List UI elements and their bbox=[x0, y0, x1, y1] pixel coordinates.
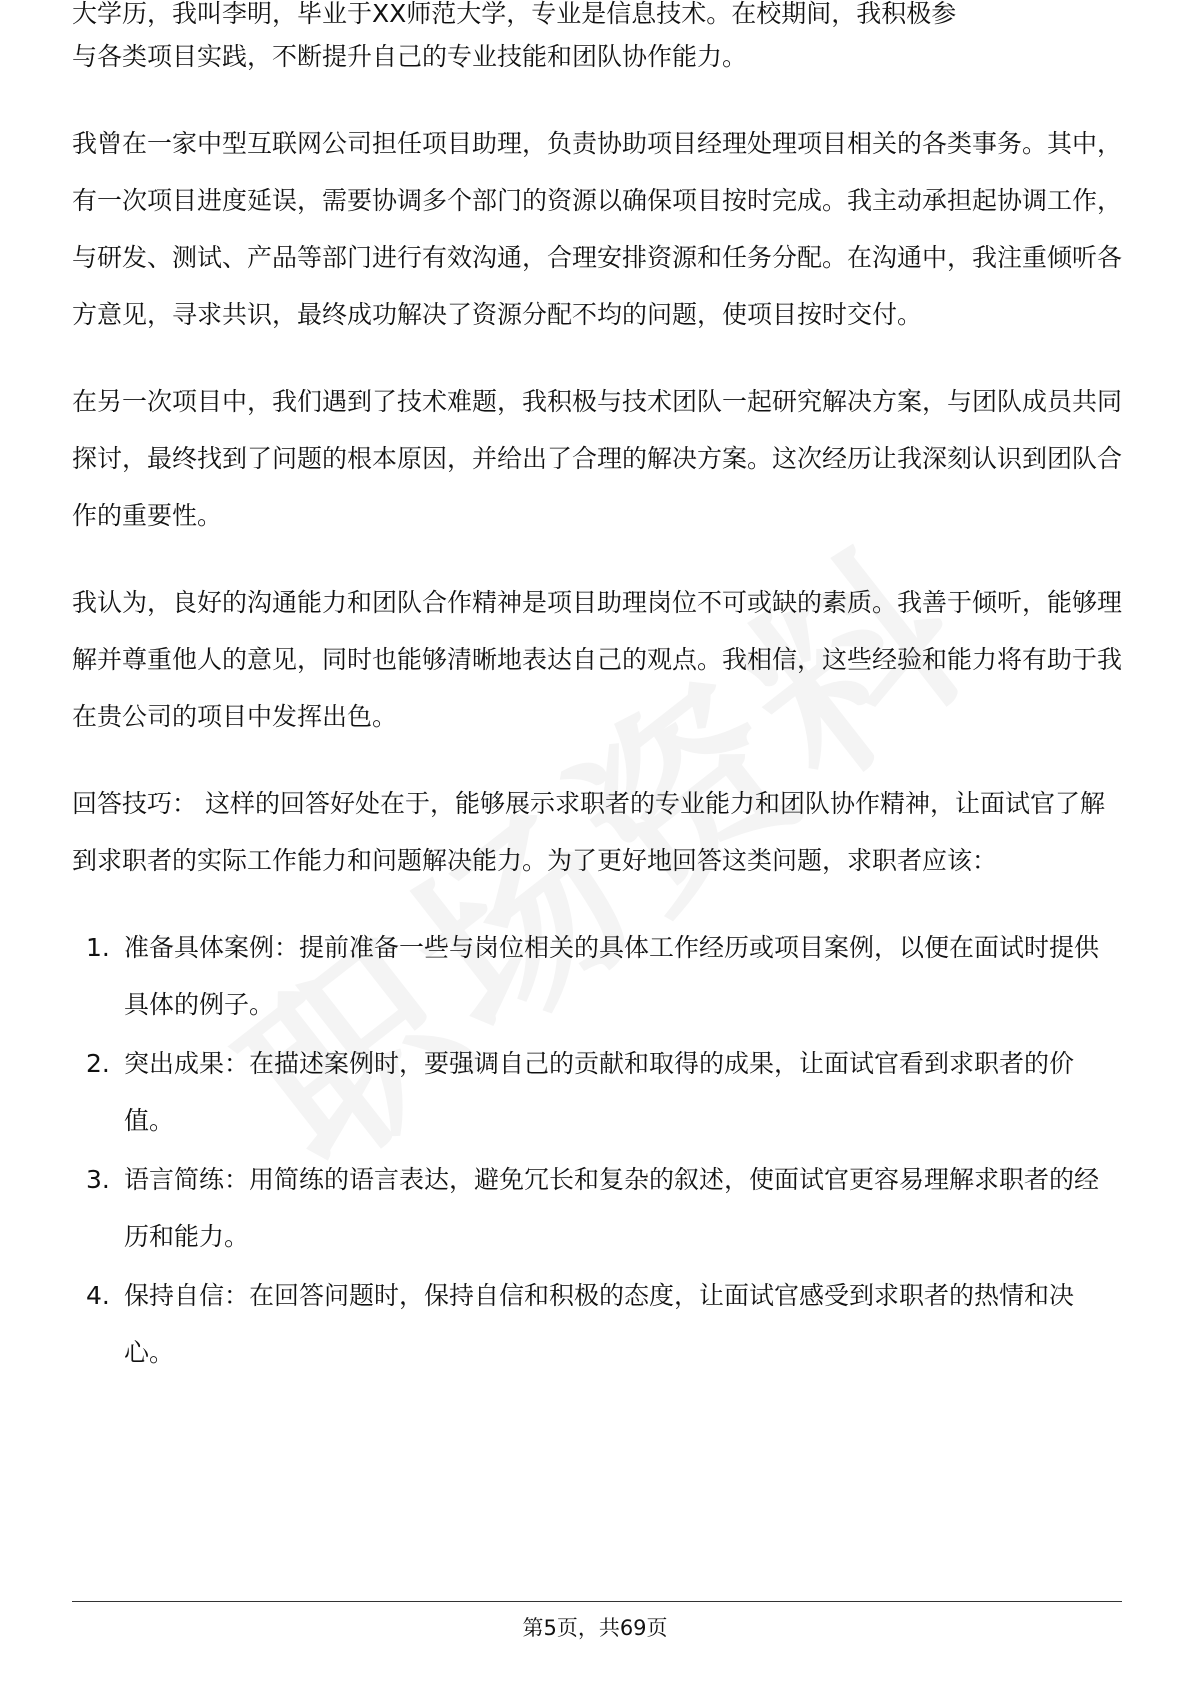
paragraph-1: 与各类项目实践，不断提升自己的专业技能和团队协作能力。 bbox=[72, 42, 748, 71]
list-item bbox=[72, 1267, 1122, 1381]
footer-divider bbox=[72, 1601, 1122, 1602]
document-body bbox=[72, 0, 1123, 1383]
list-item-number: 2. bbox=[86, 1049, 110, 1078]
paragraph-3: 在另一次项目中，我们遇到了技术难题，我积极与技术团队一起研究解决方案，与团队成员共同探讨，最终找到了问题的根本原因，并给出了合理的解决方案。这次经历让我深刻认识到团队合作的重要性。 bbox=[72, 387, 1123, 530]
list-item-text: 语言简练：用简练的语言表达，避免冗长和复杂的叙述，使面试官更容易理解求职者的经历和能力。 bbox=[124, 1165, 1100, 1251]
cut-off-line bbox=[72, 0, 1122, 28]
list-item-text: 准备具体案例：提前准备一些与岗位相关的具体工作经历或项目案例，以便在面试时提供具体的例子。 bbox=[124, 933, 1100, 1019]
paragraph-2: 我曾在一家中型互联网公司担任项目助理，负责协助项目经理处理项目相关的各类事务。其中，有一次项目进度延误，需要协调多个部门的资源以确保项目按时完成。我主动承担起协调工作，与研发、测试、产品等部门进行有效沟通，合理安排资源和任务分配。在沟通中，我注重倾听各方意见，寻求共识，最终成功解决了资源分配不均的问题，使项目按时交付。 bbox=[72, 129, 1123, 329]
page-number: 第5页，共69页 bbox=[522, 1616, 668, 1640]
list-item-number: 1. bbox=[86, 933, 110, 962]
list-item bbox=[72, 1151, 1122, 1265]
list-item-number: 3. bbox=[86, 1165, 110, 1194]
tips-list bbox=[72, 919, 1122, 1381]
list-item-number: 4. bbox=[86, 1281, 110, 1310]
list-item bbox=[72, 919, 1122, 1033]
list-item bbox=[72, 1035, 1122, 1149]
cut-off-line-text: 大学历，我叫李明，毕业于XX师范大学，专业是信息技术。在校期间，我积极参 bbox=[72, 0, 957, 28]
list-item-text: 突出成果：在描述案例时，要强调自己的贡献和取得的成果，让面试官看到求职者的价值。 bbox=[124, 1049, 1075, 1135]
paragraph-4: 我认为，良好的沟通能力和团队合作精神是项目助理岗位不可或缺的素质。我善于倾听，能够理解并尊重他人的意见，同时也能够清晰地表达自己的观点。我相信，这些经验和能力将有助于我在贵公司的项目中发挥出色。 bbox=[72, 588, 1123, 731]
list-item-text: 保持自信：在回答问题时，保持自信和积极的态度，让面试官感受到求职者的热情和决心。 bbox=[124, 1281, 1075, 1367]
answer-tips-intro: 回答技巧： 这样的回答好处在于，能够展示求职者的专业能力和团队协作精神，让面试官了解到求职者的实际工作能力和问题解决能力。为了更好地回答这类问题，求职者应该： bbox=[72, 789, 1105, 875]
